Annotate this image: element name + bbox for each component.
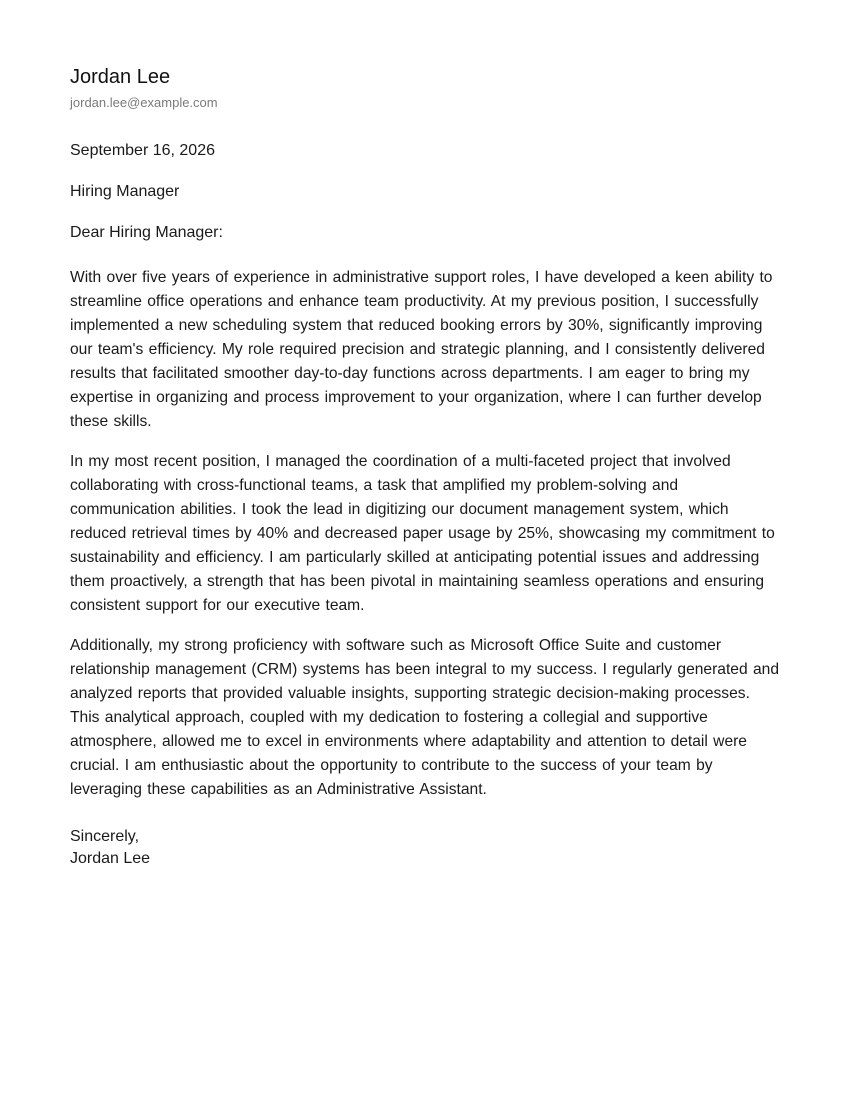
cover-letter — [70, 64, 782, 870]
recipient: Hiring Manager — [70, 183, 180, 200]
letter-date: September 16, 2026 — [70, 142, 215, 159]
sender-email: jordan.lee@example.com — [70, 95, 218, 110]
signature-name: Jordan Lee — [70, 850, 151, 867]
sender-name: Jordan Lee — [70, 66, 171, 88]
closing: Sincerely, — [70, 828, 140, 845]
body-paragraph-2: In my most recent position, I managed the coordination of a multi-faceted project that involved collaborating with cross-functional teams, a task that amplified my problem-solving and communication abilities. I took the lead in digitizing our document management system, which reduced retrieval times by 40% and decreased paper usage by 25%, showcasing my commitment to sustainability and efficiency. I am particularly skilled at anticipating potential issues and addressing them proactively, a strength that has been pivotal in maintaining seamless operations and ensuring consistent support for our executive team. — [70, 453, 775, 614]
salutation: Dear Hiring Manager: — [70, 224, 223, 241]
body-paragraph-1: With over five years of experience in administrative support roles, I have developed a keen ability to streamline office operations and enhance team productivity. At my previous position, I successfully implemented a new scheduling system that reduced booking errors by 30%, significantly improving our team's efficiency. My role required precision and strategic planning, and I consistently delivered results that facilitated smoother day-to-day functions across departments. I am eager to bring my expertise in organizing and process improvement to your organization, where I can further develop these skills. — [70, 269, 773, 430]
body-paragraph-3: Additionally, my strong proficiency with software such as Microsoft Office Suite and customer relationship management (CRM) systems has been integral to my success. I regularly generated and analyzed reports that provided valuable insights, supporting strategic decision-making processes. This analytical approach, coupled with my dedication to fostering a collegial and supportive atmosphere, allowed me to excel in environments where adaptability and attention to detail were crucial. I am enthusiastic about the opportunity to contribute to the success of your team by leveraging these capabilities as an Administrative Assistant. — [70, 637, 779, 798]
